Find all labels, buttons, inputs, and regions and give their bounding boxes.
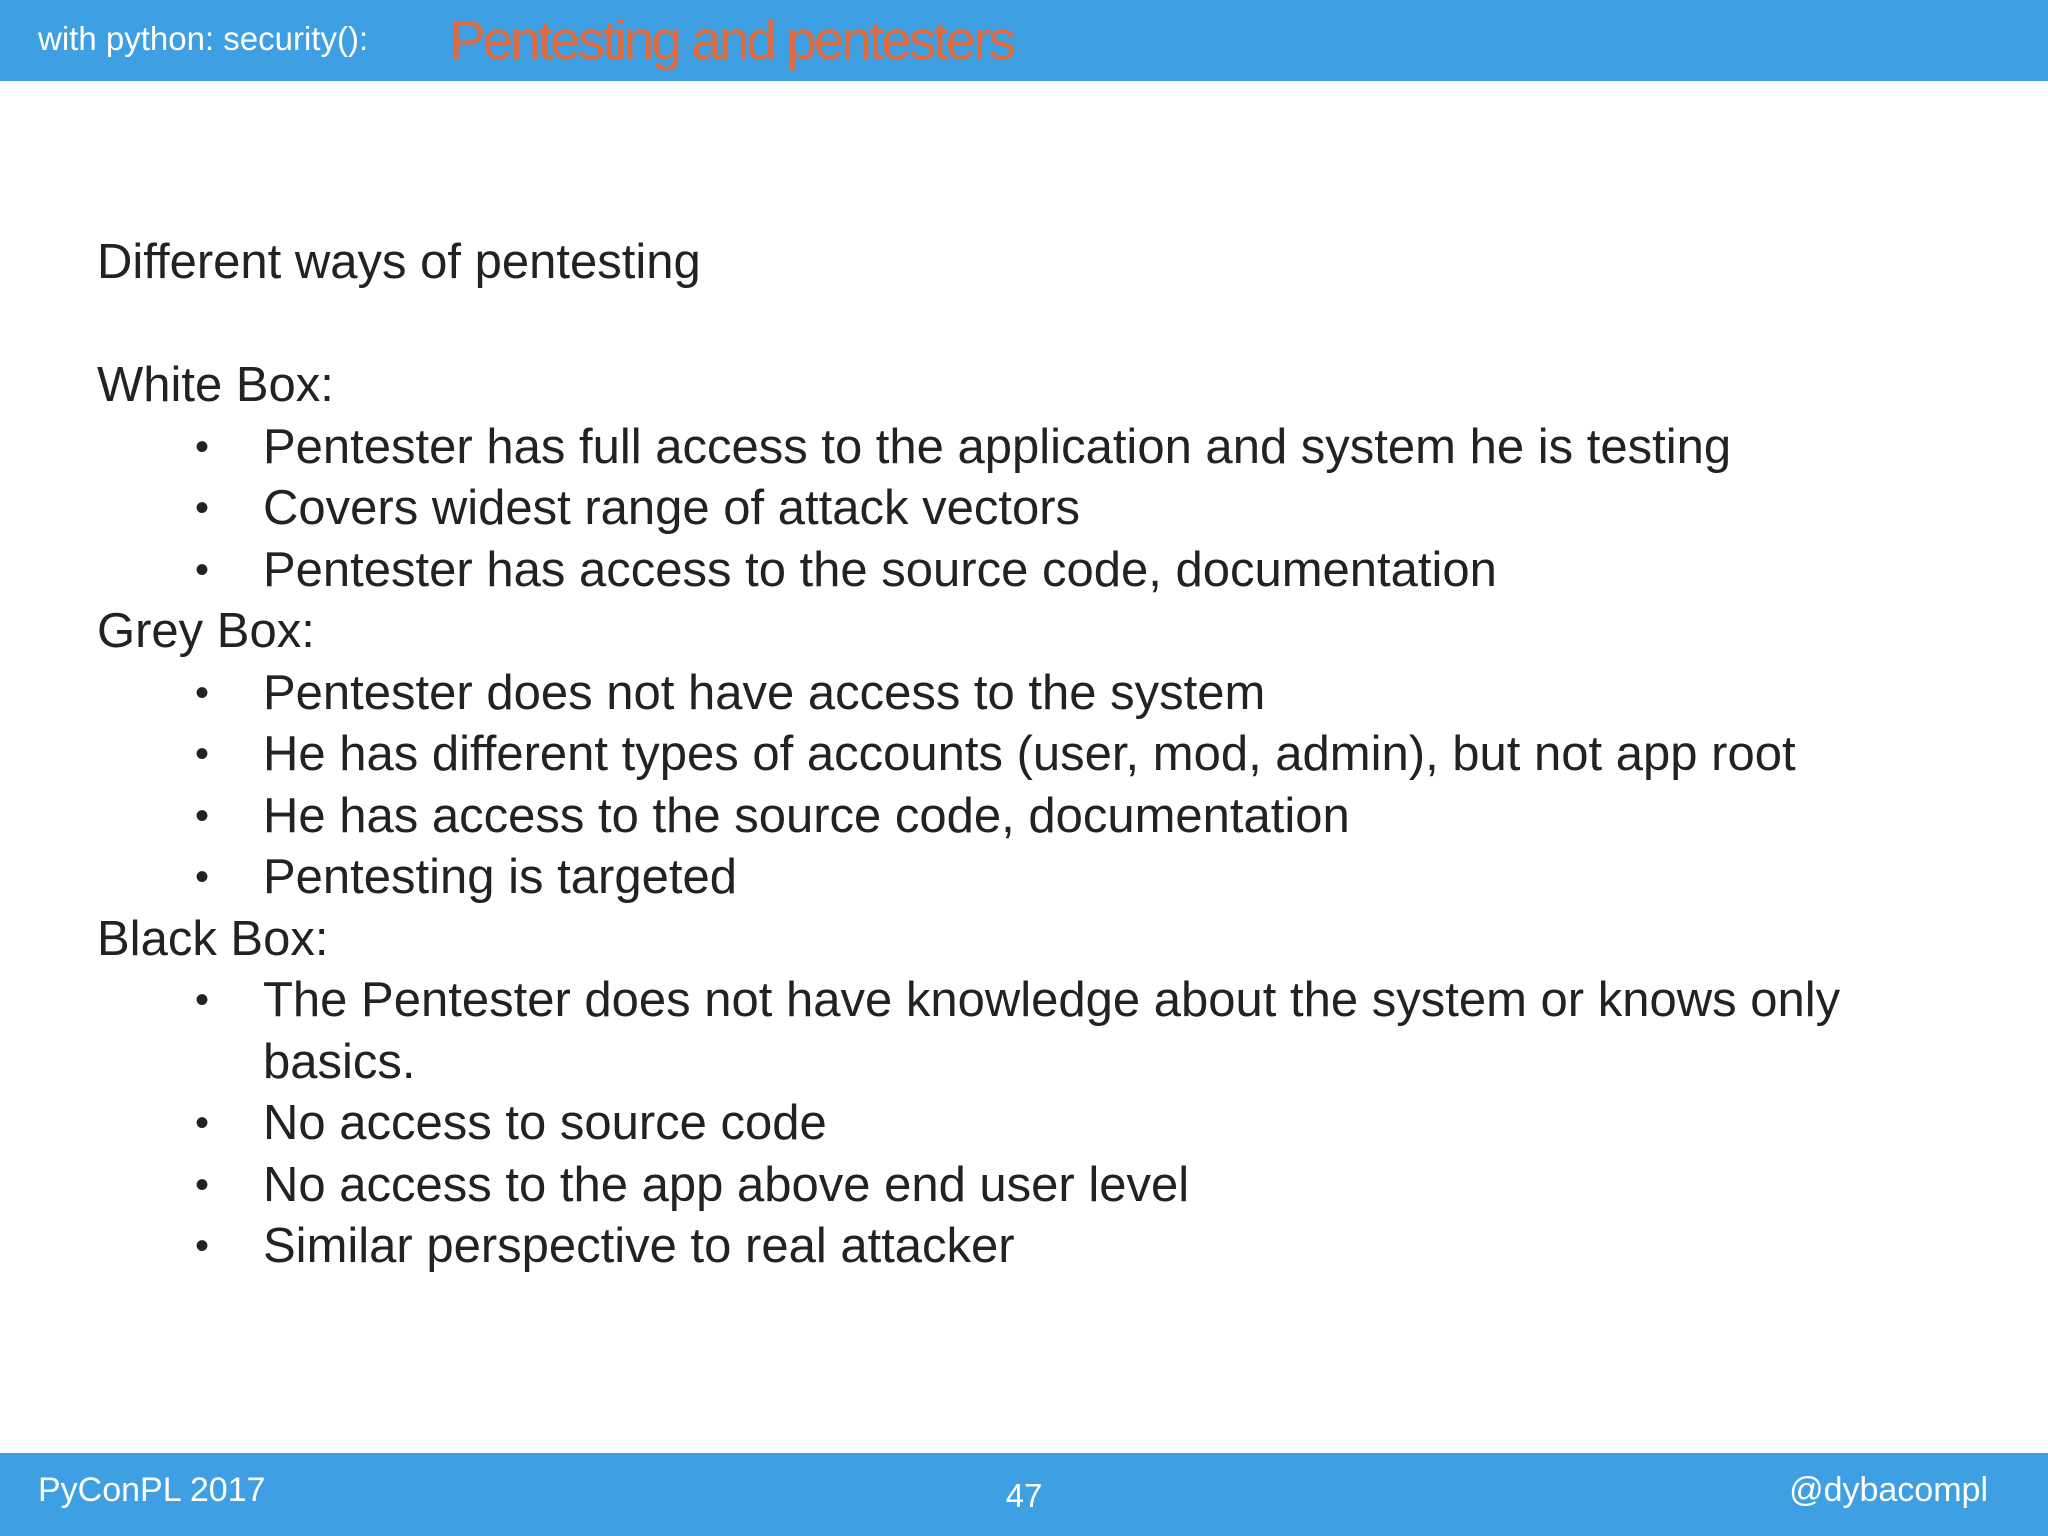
bullet-icon: • xyxy=(195,486,210,530)
spacer xyxy=(97,294,1997,356)
bullet-text: He has access to the source code, documentation xyxy=(263,788,1350,843)
bullet-text-line-2: basics. xyxy=(263,1034,416,1089)
footer-bar xyxy=(0,1453,2048,1536)
bullet-icon: • xyxy=(195,1162,210,1207)
bullet-icon: • xyxy=(195,424,210,469)
section-heading-white-box: White Box: xyxy=(97,358,334,412)
bullet-item xyxy=(97,663,1997,725)
page-number: 47 xyxy=(1005,1477,1043,1514)
bullet-item xyxy=(97,970,1997,1093)
bullet-text: No access to the app above end user level xyxy=(263,1157,1190,1212)
bullet-icon: • xyxy=(195,1101,210,1145)
bullet-item xyxy=(97,1216,1997,1278)
bullet-text: Covers widest range of attack vectors xyxy=(263,481,1081,535)
bullet-item xyxy=(97,1155,1997,1217)
header-bar xyxy=(0,0,2048,81)
section-heading-grey-box: Grey Box: xyxy=(97,604,315,658)
bullet-item xyxy=(97,417,1997,479)
bullet-item xyxy=(97,540,1997,602)
bullet-item xyxy=(97,1093,1997,1155)
footer-event: PyConPL 2017 xyxy=(38,1471,266,1509)
bullet-icon: • xyxy=(195,978,210,1022)
footer-handle: @dybacompl xyxy=(1789,1471,1988,1509)
bullet-text: Pentester has full access to the application and system he is testing xyxy=(263,419,1732,474)
slide-content xyxy=(97,232,1997,1278)
bullet-text: Similar perspective to real attacker xyxy=(263,1219,1015,1273)
intro-text: Different ways of pentesting xyxy=(97,235,701,289)
bullet-icon: • xyxy=(195,793,210,838)
bullet-item xyxy=(97,724,1997,786)
bullet-icon: • xyxy=(195,670,210,715)
slide-title: Pentesting and pentesters xyxy=(449,9,1014,71)
bullet-item xyxy=(97,847,1997,909)
bullet-item xyxy=(97,786,1997,848)
bullet-text: He has different types of accounts (user, mod, admin), but not app root xyxy=(263,727,1796,781)
bullet-item xyxy=(97,478,1997,540)
bullet-text-line-1: The Pentester does not have knowledge about the system or knows only xyxy=(263,973,1841,1027)
bullet-icon: • xyxy=(195,547,210,592)
bullet-text: No access to source code xyxy=(263,1096,827,1150)
bullet-icon: • xyxy=(195,732,210,776)
bullet-text: Pentesting is targeted xyxy=(263,850,737,904)
bullet-text: Pentester does not have access to the system xyxy=(263,665,1266,720)
section-heading-black-box: Black Box: xyxy=(97,911,329,966)
bullet-icon: • xyxy=(195,1224,210,1268)
header-prefix: with python: security(): xyxy=(38,20,369,57)
bullet-text: Pentester has access to the source code, documentation xyxy=(263,542,1497,597)
bullet-icon: • xyxy=(195,855,210,899)
